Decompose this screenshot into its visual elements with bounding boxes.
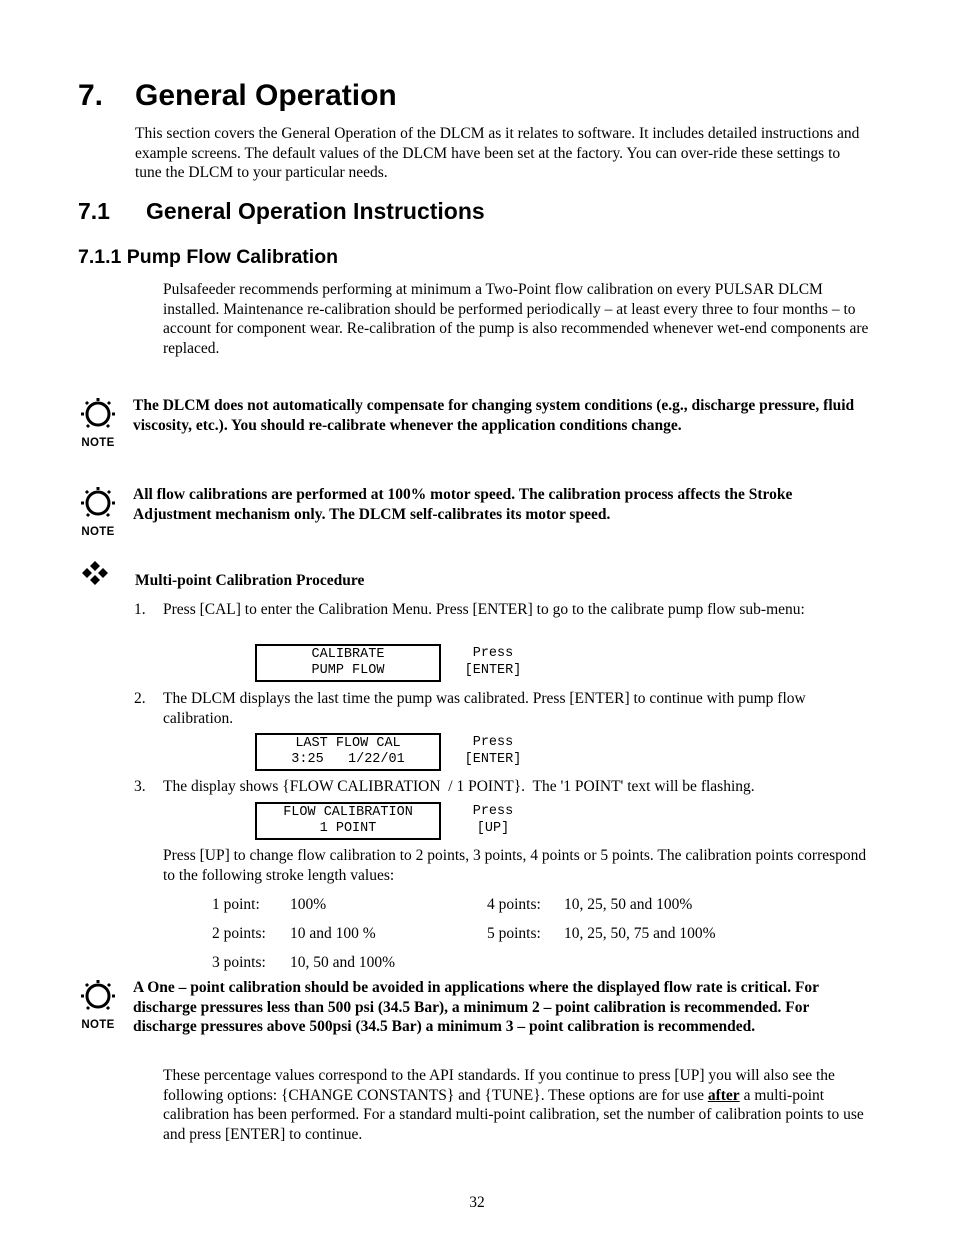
- note-icon: [78, 485, 118, 541]
- press-label: Press: [472, 735, 514, 750]
- note-text: The DLCM does not automatically compensate for changing system conditions (e.g., discharge pressure, fluid viscosity, etc.). You should re-calibrate whenever the application conditions change.: [133, 397, 855, 434]
- section-intro: This section covers the General Operation of the DLCM as it relates to software. It includes detailed instructions and example screens. The default values of the DLCM have been set at the factory. You can over-ride these settings to tune the DLCM to your particular needs.: [135, 125, 860, 181]
- points-label: 4 points:: [487, 896, 541, 913]
- key-instruction: [452, 646, 534, 679]
- note-label: NOTE: [81, 526, 115, 538]
- diamond-bullet-icon: [80, 560, 110, 586]
- points-label: 3 points:: [212, 954, 266, 971]
- step-text: The DLCM displays the last time the pump was calibrated. Press [ENTER] to continue with pump flow calibration.: [163, 690, 806, 727]
- step-text: The display shows {FLOW CALIBRATION / 1 POINT}. The '1 POINT' text will be flashing.: [163, 778, 755, 795]
- section-number: 7.: [78, 79, 104, 112]
- lcd-line: PUMP FLOW: [311, 663, 385, 678]
- lcd-line: CALIBRATE: [311, 646, 385, 662]
- key-label: [ENTER]: [464, 751, 522, 767]
- lcd-line: 3:25 1/22/01: [291, 752, 405, 767]
- note-icon: [78, 396, 118, 452]
- note-text: All flow calibrations are performed at 100% motor speed. The calibration process affects the Stroke Adjustment mechanism only. The DLCM self-calibrates its motor speed.: [133, 486, 793, 523]
- note-text: A One – point calibration should be avoided in applications where the displayed flow rate is critical. For discharge pressures less than 500 psi (34.5 Bar), a minimum 2 – point calibration is recommended. For discharge pressures above 500psi (34.5 Bar) a minimum 3 – point calibration is recommended.: [133, 979, 819, 1035]
- note-icon: [78, 978, 118, 1034]
- key-instruction: [452, 735, 534, 768]
- subsection-heading: [78, 196, 485, 226]
- points-label: 2 points:: [212, 925, 266, 942]
- step-number: 3.: [134, 778, 146, 795]
- subsection-number: 7.1: [78, 198, 110, 224]
- subsubsection-intro: Pulsafeeder recommends performing at minimum a Two-Point flow calibration on every PULSAR DLCM installed. Maintenance re-calibration should be performed periodically – at least every three to four months – to account for component wear. Re-calibration of the pump is also recommended whenever wet-end components are replaced.: [163, 281, 869, 357]
- page-number: 32: [469, 1194, 485, 1211]
- points-value: 10, 25, 50 and 100%: [564, 896, 693, 913]
- points-value: 10 and 100 %: [290, 925, 376, 942]
- procedure-title: Multi-point Calibration Procedure: [135, 572, 365, 589]
- key-label: [UP]: [476, 820, 510, 836]
- lcd-line: FLOW CALIBRATION: [283, 804, 413, 820]
- step-text: Press [CAL] to enter the Calibration Menu. Press [ENTER] to go to the calibrate pump flow sub-menu:: [163, 601, 805, 618]
- lcd-line: 1 POINT: [319, 821, 377, 836]
- points-label: 1 point:: [212, 896, 260, 913]
- note-label: NOTE: [81, 437, 115, 449]
- section-title: General Operation: [135, 79, 397, 112]
- lcd-line: LAST FLOW CAL: [295, 735, 401, 751]
- emphasis-text: after: [707, 1086, 740, 1104]
- subsubsection-heading: 7.1.1 Pump Flow Calibration: [78, 246, 339, 268]
- closing-paragraph: [163, 1066, 878, 1144]
- closing-text: These percentage values correspond to the API standards. If you continue to press [UP] you will also see the following options: {CHANGE CONSTANTS} and {TUNE}. These options are for use: [163, 1067, 835, 1104]
- key-label: [ENTER]: [464, 662, 522, 678]
- section-heading: [78, 76, 397, 116]
- lightbulb-icon: [78, 485, 118, 525]
- note-label: NOTE: [81, 1019, 115, 1031]
- key-instruction: [452, 804, 534, 837]
- step-number: 2.: [134, 690, 146, 707]
- points-label: 5 points:: [487, 925, 541, 942]
- closing-text: a multi-point calibration has been performed. For a standard multi-point calibration, set the number of calibration points to use and press [ENTER] to continue.: [163, 1086, 864, 1143]
- step-number: 1.: [134, 601, 146, 618]
- lcd-screen: [255, 733, 441, 771]
- press-label: Press: [472, 804, 514, 819]
- points-value: 10, 25, 50, 75 and 100%: [564, 925, 716, 942]
- points-value: 10, 50 and 100%: [290, 954, 396, 971]
- lcd-screen: [255, 802, 441, 840]
- subsection-title: General Operation Instructions: [146, 198, 485, 224]
- points-value: 100%: [290, 896, 327, 913]
- lightbulb-icon: [78, 396, 118, 436]
- lightbulb-icon: [78, 978, 118, 1018]
- lcd-screen: [255, 644, 441, 682]
- calibration-points-intro: Press [UP] to change flow calibration to 2 points, 3 points, 4 points or 5 points. The calibration points correspond to the following stroke length values:: [163, 847, 867, 884]
- press-label: Press: [472, 646, 514, 661]
